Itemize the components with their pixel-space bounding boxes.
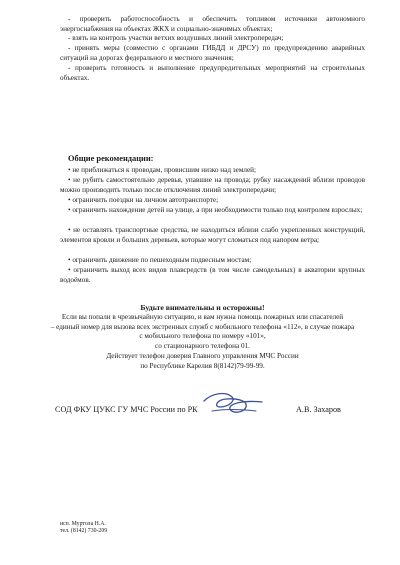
handwritten-signature: [198, 387, 268, 421]
list-item: • ограничить нахождение детей на улице, а при необходимости только под контролем взрослых;: [68, 206, 363, 214]
list-item: - принять меры (совместно с органами ГИБДД и ДРСУ) по предупреждению аварийных ситуаций на дорогах федерального и местного значения;: [60, 44, 365, 62]
caution-line: с мобильного телефона по номеру «101»,: [139, 332, 266, 341]
caution-line: – единый номер для вызова всех экстренных служб с мобильного телефона «112», в случае пожара: [50, 322, 355, 331]
caution-line: со стационарного телефона 01.: [155, 342, 250, 351]
caution-line: по Республике Карелия 8(8142)79-99-99.: [140, 361, 265, 370]
list-item: • ограничить движение по пешеходным подвесным мостам;: [68, 256, 252, 264]
list-item: - проверить работоспособность и обеспечить топливом источники автономного энергоснабжения на объектах ЖКХ и социально-значимых объектах;: [60, 15, 365, 33]
caution-block: [40, 303, 365, 372]
list-item: - взять на контроль участки ветхих воздушных линий электропередач;: [68, 34, 284, 42]
list-item: • не рубить самостоятельно деревья, упавшие на провода; рубку насаждений вблизи проводов можно производить только после отключения линий электропередачи;: [60, 176, 365, 194]
caution-line: Действует телефон доверия Главного управления МЧС России: [106, 351, 299, 360]
recommendations-title: Общие рекомендации:: [68, 154, 154, 163]
list-item: • не оставлять транспортные средства, не находиться вблизи слабо укрепленных конструкций, элементов кровли и больших деревьев, которые могут сломаться под напором ветра;: [60, 226, 365, 244]
caution-line: Если вы попали в чрезвычайную ситуацию, и вам нужна помощь пожарных или спасателей: [61, 312, 344, 321]
signatory-position: СОД ФКУ ЦУКС ГУ МЧС России по РК: [55, 405, 198, 414]
executor-name: исп. Муртола Н.А.: [60, 521, 106, 527]
list-item: - проверить готовность и выполнение предупредительных мероприятий на строительных объектах.: [60, 64, 365, 82]
signatory-name: А.В. Захаров: [296, 405, 341, 414]
list-item: • не приближаться к проводам, провисшим низко над землей;: [68, 166, 256, 174]
caution-title: Будьте внимательны и осторожны!: [140, 303, 265, 312]
list-item: • ограничить выход всех видов плавсредств (в том числе самодельных) в акватории крупных водоёмов.: [60, 266, 365, 284]
executor-phone: тел. (8142) 730-209: [60, 528, 108, 534]
list-item: • ограничить поездки на личном автотранспорте;: [68, 196, 219, 204]
